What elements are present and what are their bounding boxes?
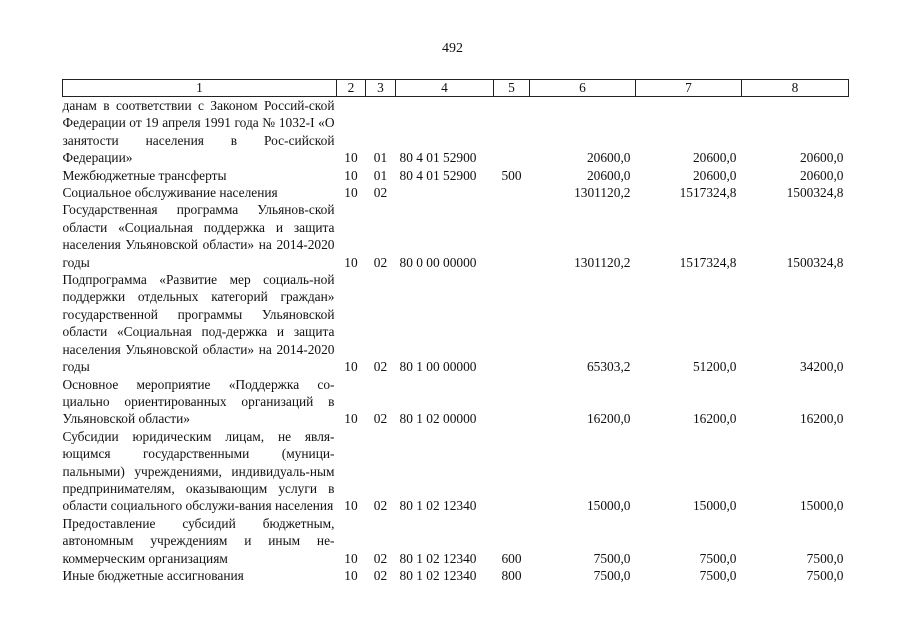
row-expense-type: 500 <box>501 167 522 183</box>
row-target-article: 80 1 02 00000 <box>399 411 477 427</box>
column-header-3: 3 <box>366 80 396 97</box>
header-row <box>63 80 849 97</box>
row-name: Государственная программа Ульянов-ской области «Социальная поддержка и защита населения Ульяновской области» на 2014-2020 годы <box>62 202 335 270</box>
row-value-col8: 20600,0 <box>799 167 844 183</box>
row-value-col6: 20600,0 <box>586 167 631 183</box>
row-name: данам в соответствии с Законом Россий-ской Федерации от 19 апреля 1991 года № 1032-I «О занятости населения в Рос-сийской Федерации» <box>62 98 335 166</box>
row-value-col7: 1517324,8 <box>679 185 737 201</box>
row-expense-type <box>494 97 530 167</box>
table-row <box>63 376 849 428</box>
row-section: 10 <box>344 550 358 566</box>
row-value-col7: 1517324,8 <box>679 254 737 270</box>
column-header-7: 7 <box>636 80 742 97</box>
row-subsection: 02 <box>373 411 388 427</box>
row-value-col7: 20600,0 <box>692 150 737 166</box>
row-value-col7: 15000,0 <box>692 498 737 514</box>
table-row <box>63 167 849 184</box>
row-name: Предоставление субсидий бюджетным, автономным учреждениям и иным не-коммерческим организациям <box>62 515 335 566</box>
row-subsection: 02 <box>373 359 388 375</box>
table-row <box>63 271 849 375</box>
budget-table <box>62 79 849 584</box>
row-section: 10 <box>344 254 358 270</box>
table-row <box>63 97 849 167</box>
row-target-article: 80 1 02 12340 <box>399 567 477 583</box>
row-value-col8: 16200,0 <box>799 411 844 427</box>
column-header-2: 2 <box>337 80 366 97</box>
row-target-article: 80 1 02 12340 <box>399 498 477 514</box>
row-value-col8: 7500,0 <box>806 567 844 583</box>
column-header-6: 6 <box>530 80 636 97</box>
row-subsection: 02 <box>373 498 388 514</box>
column-header-8: 8 <box>742 80 849 97</box>
row-expense-type: 600 <box>501 550 522 566</box>
row-value-col8: 1500324,8 <box>786 254 844 270</box>
row-target-article: 80 4 01 52900 <box>399 150 477 166</box>
row-value-col8: 34200,0 <box>799 359 844 375</box>
row-expense-type <box>494 201 530 271</box>
table-body <box>63 97 849 585</box>
row-section: 10 <box>344 185 358 201</box>
row-name: Субсидии юридическим лицам, не явля-ющимся государственными (муници-пальными) учреждениями, индивидуаль-ным предпринимателям, оказывающим услуги в области социального обслужи-вания населения <box>62 428 335 514</box>
row-target-article: 80 4 01 52900 <box>399 167 477 183</box>
row-value-col6: 20600,0 <box>586 150 631 166</box>
row-expense-type <box>494 271 530 375</box>
row-value-col6: 1301120,2 <box>574 185 631 201</box>
row-subsection: 02 <box>373 567 388 583</box>
row-name: Иные бюджетные ассигнования <box>62 567 244 583</box>
row-subsection: 01 <box>373 150 388 166</box>
row-section: 10 <box>344 359 358 375</box>
table-header <box>63 80 849 97</box>
table-row <box>63 184 849 201</box>
row-name: Межбюджетные трансферты <box>62 167 227 183</box>
column-header-4: 4 <box>396 80 494 97</box>
row-subsection: 02 <box>373 254 388 270</box>
row-section: 10 <box>344 498 358 514</box>
row-expense-type <box>494 376 530 428</box>
row-subsection: 02 <box>373 550 388 566</box>
row-value-col6: 65303,2 <box>586 359 631 375</box>
row-section: 10 <box>344 150 358 166</box>
row-name: Подпрограмма «Развитие мер социаль-ной поддержки отдельных категорий граждан» государственной программы Ульяновской области «Социальная под-держка и защита населения Ульяновской области» на 2014-2020 годы <box>62 272 335 375</box>
row-value-col7: 7500,0 <box>699 550 737 566</box>
row-expense-type <box>494 184 530 201</box>
row-expense-type: 800 <box>501 567 522 583</box>
row-section: 10 <box>344 567 358 583</box>
row-value-col6: 7500,0 <box>593 550 631 566</box>
row-target-article: 80 1 00 00000 <box>399 359 477 375</box>
row-value-col6: 16200,0 <box>586 411 631 427</box>
row-value-col6: 7500,0 <box>593 567 631 583</box>
row-name: Основное мероприятие «Поддержка со-циально ориентированных организаций в Ульяновской области» <box>62 376 335 427</box>
table-row <box>63 567 849 584</box>
row-value-col6: 15000,0 <box>586 498 631 514</box>
column-header-5: 5 <box>494 80 530 97</box>
row-subsection: 02 <box>373 185 388 201</box>
table-row <box>63 201 849 271</box>
row-value-col7: 16200,0 <box>692 411 737 427</box>
column-header-1: 1 <box>63 80 337 97</box>
row-section: 10 <box>344 167 358 183</box>
row-value-col6: 1301120,2 <box>574 254 631 270</box>
row-subsection: 01 <box>373 167 388 183</box>
row-value-col8: 7500,0 <box>806 550 844 566</box>
row-value-col7: 7500,0 <box>699 567 737 583</box>
row-expense-type <box>494 428 530 515</box>
row-value-col7: 51200,0 <box>692 359 737 375</box>
row-target-article <box>396 184 494 201</box>
table-row <box>63 428 849 515</box>
row-section: 10 <box>344 411 358 427</box>
row-target-article: 80 0 00 00000 <box>399 254 477 270</box>
row-target-article: 80 1 02 12340 <box>399 550 477 566</box>
row-value-col8: 15000,0 <box>799 498 844 514</box>
row-value-col7: 20600,0 <box>692 167 737 183</box>
row-value-col8: 1500324,8 <box>786 185 844 201</box>
row-name: Социальное обслуживание населения <box>62 185 278 201</box>
row-value-col8: 20600,0 <box>799 150 844 166</box>
table-row <box>63 515 849 567</box>
page-number: 492 <box>442 41 463 56</box>
